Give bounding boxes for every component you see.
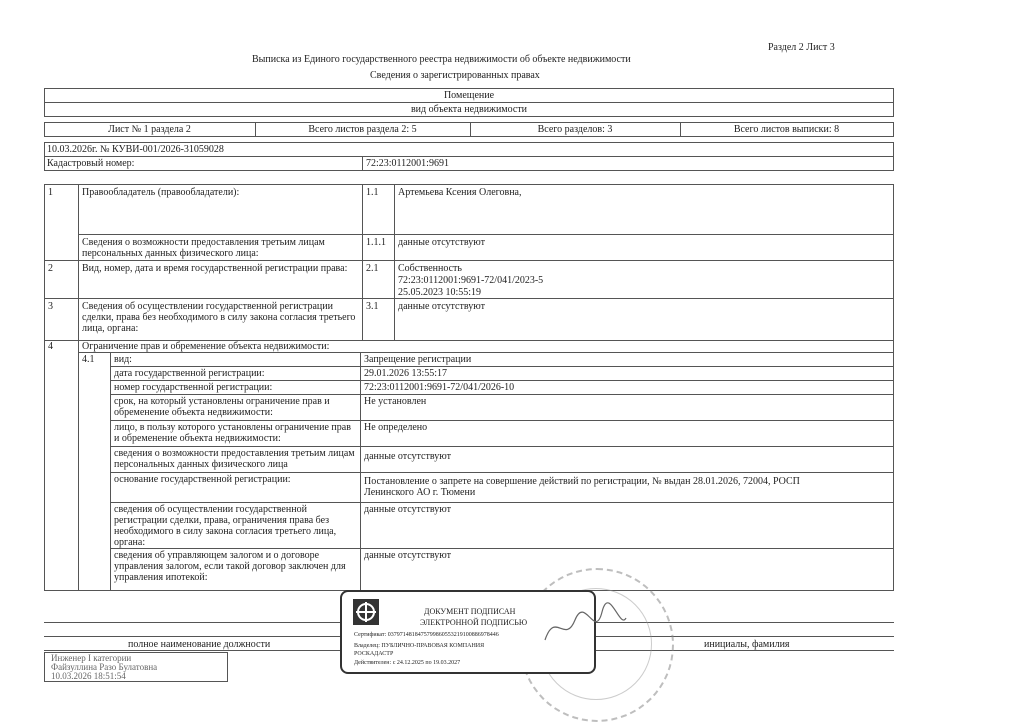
row-2-right-number: 72:23:0112001:9691-72/041/2023-5	[398, 275, 544, 286]
enc-label-5: сведения о возможности предоставления третьим лицам персональных данных физического лица	[114, 448, 355, 470]
section-sheet-label: Раздел 2 Лист 3	[768, 42, 835, 53]
row-3-value: данные отсутствуют	[398, 301, 485, 312]
row-2-number: 2	[48, 263, 53, 274]
enc-label-2: номер государственной регистрации:	[114, 382, 273, 393]
total-section-sheets: Всего листов раздела 2: 5	[308, 124, 417, 135]
enc-label-4: лицо, в пользу которого установлены ограничение прав и обременение объекта недвижимости:	[114, 422, 351, 444]
stamp-title-1: ДОКУМЕНТ ПОДПИСАН	[424, 607, 516, 616]
document-title: Выписка из Единого государственного реестра недвижимости об объекте недвижимости	[252, 54, 631, 65]
enc-value-0: Запрещение регистрации	[364, 354, 472, 365]
row-4-label: Ограничение прав и обременение объекта недвижимости:	[82, 341, 330, 352]
row-3-number: 3	[48, 301, 53, 312]
document-subtitle: Сведения о зарегистрированных правах	[370, 70, 540, 81]
row-1b-label: Сведения о возможности предоставления третьим лицам персональных данных физического лица:	[82, 237, 325, 259]
row-2-subnumber: 2.1	[366, 263, 379, 274]
handwritten-signature	[540, 600, 630, 650]
object-type-value: Помещение	[443, 90, 495, 101]
enc-label-0: вид:	[114, 354, 132, 365]
row-2-right-date: 25.05.2023 10:55:19	[398, 287, 482, 298]
extract-date-number: 10.03.2026г. № КУВИ-001/2026-31059028	[47, 144, 224, 155]
row-1b-subnumber: 1.1.1	[366, 237, 386, 248]
row-1-value: Артемьева Ксения Олеговна,	[398, 187, 522, 198]
row-2-right-type: Собственность	[398, 263, 462, 274]
signer-name: Файзуллина Разо Булатовна	[51, 662, 158, 672]
enc-value-4: Не определено	[364, 422, 428, 433]
row-4-subnumber: 4.1	[82, 354, 95, 365]
name-label: инициалы, фамилия	[704, 639, 790, 650]
stamp-owner-2: РОСКАДАСТР	[354, 651, 394, 657]
signer-box	[44, 652, 228, 682]
row-1-label: Правообладатель (правообладатели):	[82, 187, 240, 198]
emblem-icon	[352, 598, 380, 626]
enc-label-1: дата государственной регистрации:	[114, 368, 265, 379]
row-3-subnumber: 3.1	[366, 301, 379, 312]
row-1-number: 1	[48, 187, 53, 198]
enc-value-3: Не установлен	[364, 396, 427, 407]
object-type-label: вид объекта недвижимости	[410, 104, 528, 115]
cadastral-label: Кадастровый номер:	[47, 158, 135, 169]
enc-label-7: сведения об осуществлении государственной регистрации сделки, права, ограничения права без необходимого в силу закона согласия третьего лица, органа:	[114, 504, 337, 548]
enc-label-6: основание государственной регистрации:	[114, 474, 291, 485]
stamp-validity: Действителен: с 24.12.2025 по 19.03.2027	[354, 660, 461, 666]
enc-value-5: данные отсутствуют	[364, 451, 451, 462]
row-1-subnumber: 1.1	[366, 187, 379, 198]
position-label: полное наименование должности	[128, 639, 271, 650]
row-3-label: Сведения об осуществлении государственной регистрации сделки, права без необходимого в силу закона согласия третьего лица, органа:	[82, 301, 356, 334]
total-extract-sheets: Всего листов выписки: 8	[733, 124, 840, 135]
enc-label-3: срок, на который установлены ограничение прав и обременение объекта недвижимости:	[114, 396, 330, 418]
enc-value-2: 72:23:0112001:9691-72/041/2026-10	[364, 382, 515, 393]
cadastral-number: 72:23:0112001:9691	[366, 158, 449, 169]
enc-value-7: данные отсутствуют	[364, 504, 451, 515]
stamp-certificate: Сертификат: 0379714818475799860553219100886978446	[354, 632, 499, 638]
enc-value-6: Постановление о запрете на совершение действий по регистрации, № выдан 28.01.2026, 72004, РОСП Ленинского АО г. Тюмени	[364, 476, 800, 498]
enc-label-8: сведения об управляющем залогом и о договоре управления залогом, если такой договор заключен для управления ипотекой:	[114, 550, 346, 583]
sheet-of-section: Лист № 1 раздела 2	[108, 124, 191, 135]
row-2-label: Вид, номер, дата и время государственной регистрации права:	[82, 263, 348, 274]
enc-value-1: 29.01.2026 13:55:17	[364, 368, 448, 379]
stamp-title-2: ЭЛЕКТРОННОЙ ПОДПИСЬЮ	[420, 618, 528, 627]
stamp-owner-1: Владелец: ПУБЛИЧНО-ПРАВОВАЯ КОМПАНИЯ	[354, 643, 485, 649]
enc-value-8: данные отсутствуют	[364, 550, 451, 561]
signer-date: 10.03.2026 18:51:54	[51, 671, 126, 681]
signer-position: Инженер I категории	[51, 653, 132, 663]
row-4-number: 4	[48, 341, 53, 352]
row-1b-value: данные отсутствуют	[398, 237, 485, 248]
total-sections: Всего разделов: 3	[537, 124, 613, 135]
